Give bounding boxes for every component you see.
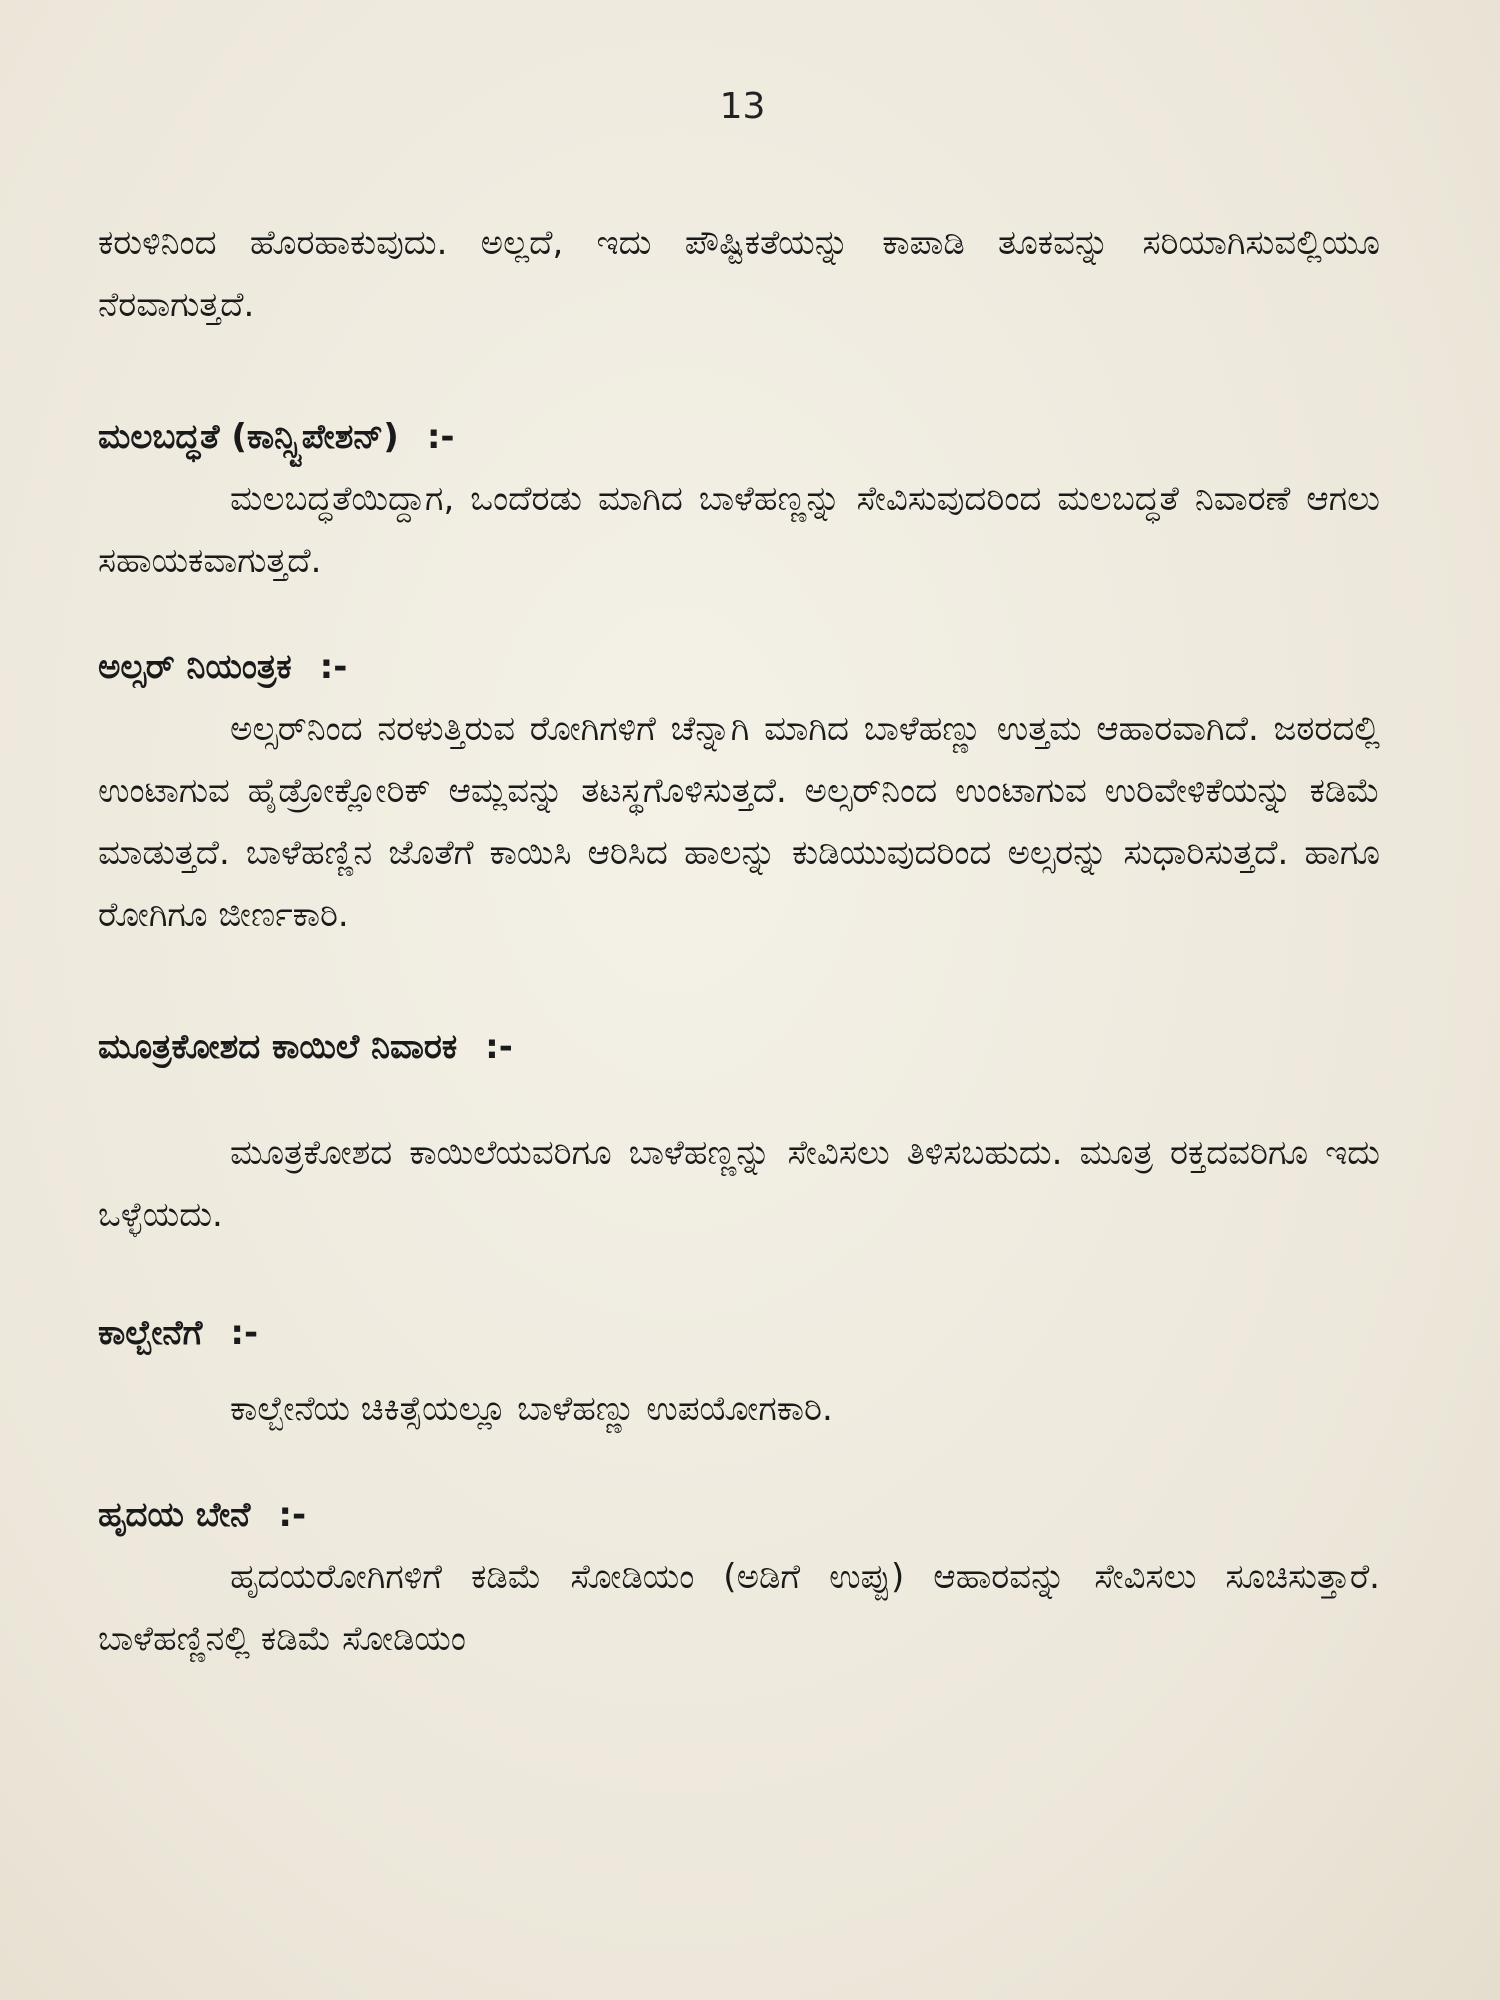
spacer	[98, 1246, 1380, 1302]
heading-separator: :-	[230, 1313, 259, 1353]
spacer	[98, 1078, 1380, 1122]
section-body-ulcer: ಅಲ್ಸರ್‌ನಿಂದ ನರಳುತ್ತಿರುವ ರೋಗಿಗಳಿಗೆ ಚೆನ್ನಾಗಿ ಮಾಗಿದ ಬಾಳೆಹಣ್ಣು ಉತ್ತಮ ಆಹಾರವಾಗಿದೆ. ಜಠರದಲ್ಲಿ ಉಂಟಾಗುವ ಹೈಡ್ರೋಕ್ಲೋರಿಕ್ ಆಮ್ಲವನ್ನು ತಟಸ್ಥಗೊಳಿಸುತ್ತದೆ. ಅಲ್ಸರ್‌ನಿಂದ ಉಂಟಾಗುವ ಉರಿವೇಳಿಕೆಯನ್ನು ಕಡಿಮೆ ಮಾಡುತ್ತದೆ. ಬಾಳೆಹಣ್ಣಿನ ಜೊತೆಗೆ ಕಾಯಿಸಿ ಆರಿಸಿದ ಹಾಲನ್ನು ಕುಡಿಯುವುದರಿಂದ ಅಲ್ಸರನ್ನು ಸುಧಾರಿಸುತ್ತದೆ. ಹಾಗೂ ರೋಗಿಗೂ ಜೀರ್ಣಕಾರಿ.	[98, 709, 1380, 935]
section-heading-text: ಮೂತ್ರಕೋಶದ ಕಾಯಿಲೆ ನಿವಾರಕ	[98, 1027, 458, 1067]
page-content	[98, 212, 1380, 1670]
section-heading-constipation	[98, 406, 1380, 468]
heading-separator: :-	[485, 1027, 513, 1067]
heading-separator: :-	[319, 647, 348, 687]
heading-separator: :-	[278, 1495, 307, 1535]
section-heading-text: ಹೃದಯ ಬೇನೆ	[98, 1495, 251, 1535]
section-body-bladder: ಮೂತ್ರಕೋಶದ ಕಾಯಿಲೆಯವರಿಗೂ ಬಾಳೆಹಣ್ಣನ್ನು ಸೇವಿಸಲು ತಿಳಿಸಬಹುದು. ಮೂತ್ರ ರಕ್ತದವರಿಗೂ ಇದು ಒಳ್ಳೆಯದು.	[98, 1133, 1380, 1235]
section-heading-bladder	[98, 1016, 1380, 1078]
spacer	[98, 946, 1380, 1016]
heading-separator: :-	[426, 417, 455, 457]
spacer	[98, 1440, 1380, 1484]
section-heading-text: ಕಾಲ್ಬೇನೆಗೆ	[98, 1313, 203, 1353]
intro-paragraph: ಕರುಳಿನಿಂದ ಹೊರಹಾಕುವುದು. ಅಲ್ಲದೆ, ಇದು ಪೌಷ್ಟಿಕತೆಯನ್ನು ಕಾಪಾಡಿ ತೂಕವನ್ನು ಸರಿಯಾಗಿಸುವಲ್ಲಿಯೂ ನೆರವಾಗುತ್ತದೆ.	[98, 223, 1380, 325]
section-heading-text: ಅಲ್ಸರ್ ನಿಯಂತ್ರಕ	[98, 647, 292, 687]
spacer	[98, 592, 1380, 636]
section-body-leg-pain: ಕಾಲ್ಬೇನೆಯ ಚಿಕಿತ್ಸೆಯಲ್ಲೂ ಬಾಳೆಹಣ್ಣು ಉಪಯೋಗಕಾರಿ.	[230, 1389, 833, 1429]
section-heading-leg-pain	[98, 1302, 1380, 1364]
spacer	[98, 1364, 1380, 1378]
page-number: 13	[719, 86, 766, 127]
section-heading-heart	[98, 1484, 1380, 1546]
spacer	[98, 336, 1380, 406]
section-body-constipation: ಮಲಬದ್ಧತೆಯಿದ್ದಾಗ, ಒಂದೆರಡು ಮಾಗಿದ ಬಾಳೆಹಣ್ಣನ್ನು ಸೇವಿಸುವುದರಿಂದ ಮಲಬದ್ಧತೆ ನಿವಾರಣೆ ಆಗಲು ಸಹಾಯಕವಾಗುತ್ತದೆ.	[98, 479, 1380, 581]
section-body-heart: ಹೃದಯರೋಗಿಗಳಿಗೆ ಕಡಿಮೆ ಸೋಡಿಯಂ (ಅಡಿಗೆ ಉಪ್ಪು) ಆಹಾರವನ್ನು ಸೇವಿಸಲು ಸೂಚಿಸುತ್ತಾರೆ. ಬಾಳೆಹಣ್ಣಿನಲ್ಲಿ ಕಡಿಮೆ ಸೋಡಿಯಂ	[98, 1557, 1380, 1659]
section-heading-text: ಮಲಬದ್ಧತೆ (ಕಾನ್ಸ್ಟಿಪೇಶನ್)	[98, 417, 399, 457]
section-heading-ulcer	[98, 636, 1380, 698]
